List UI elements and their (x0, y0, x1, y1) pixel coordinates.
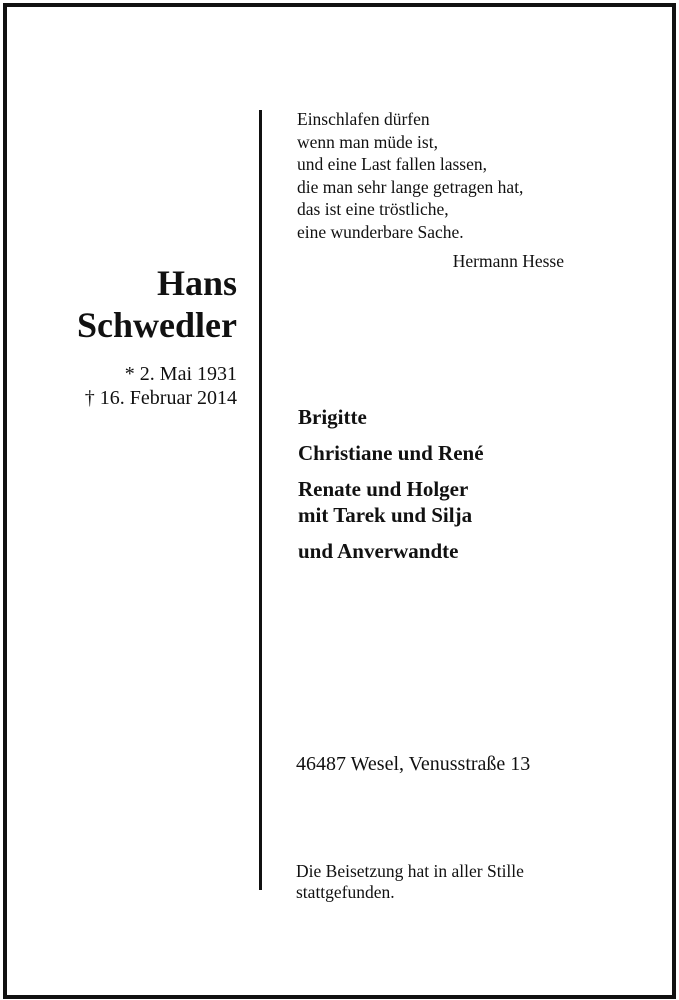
poem-line: und eine Last fallen lassen, (297, 154, 488, 174)
funeral-note: Die Beisetzung hat in aller Stille stattgefunden. (296, 861, 524, 902)
poem-quote (297, 108, 523, 243)
vertical-divider (259, 110, 262, 890)
mourner-line: mit Tarek und Silja (298, 503, 473, 527)
life-dates (85, 362, 237, 410)
family-address: 46487 Wesel, Venusstraße 13 (296, 753, 531, 775)
poem-line: eine wunderbare Sache. (297, 221, 464, 242)
poem-line: die man sehr lange getragen hat, (297, 176, 524, 197)
mourner-group (298, 440, 484, 466)
poem-line: das ist eine tröstliche, (297, 199, 449, 219)
poem-line: Einschlafen dürfen (297, 109, 430, 129)
poem-line: wenn man müde ist, (297, 131, 438, 152)
mourner-group (298, 404, 484, 430)
mourner-group (298, 476, 484, 528)
mourners-list (298, 404, 484, 574)
deceased-last-name: Schwedler (77, 305, 237, 345)
mourner-group (298, 538, 484, 564)
death-date: † 16. Februar 2014 (84, 387, 237, 409)
mourner-line: Brigitte (298, 405, 367, 429)
deceased-name (77, 262, 237, 346)
birth-date: * 2. Mai 1931 (124, 363, 237, 385)
mourner-line: Renate und Holger (298, 477, 469, 501)
mourner-line: Christiane und René (298, 441, 484, 465)
deceased-first-name: Hans (156, 263, 237, 303)
poem-author: Hermann Hesse (452, 251, 564, 271)
mourner-line: und Anverwandte (298, 539, 459, 563)
